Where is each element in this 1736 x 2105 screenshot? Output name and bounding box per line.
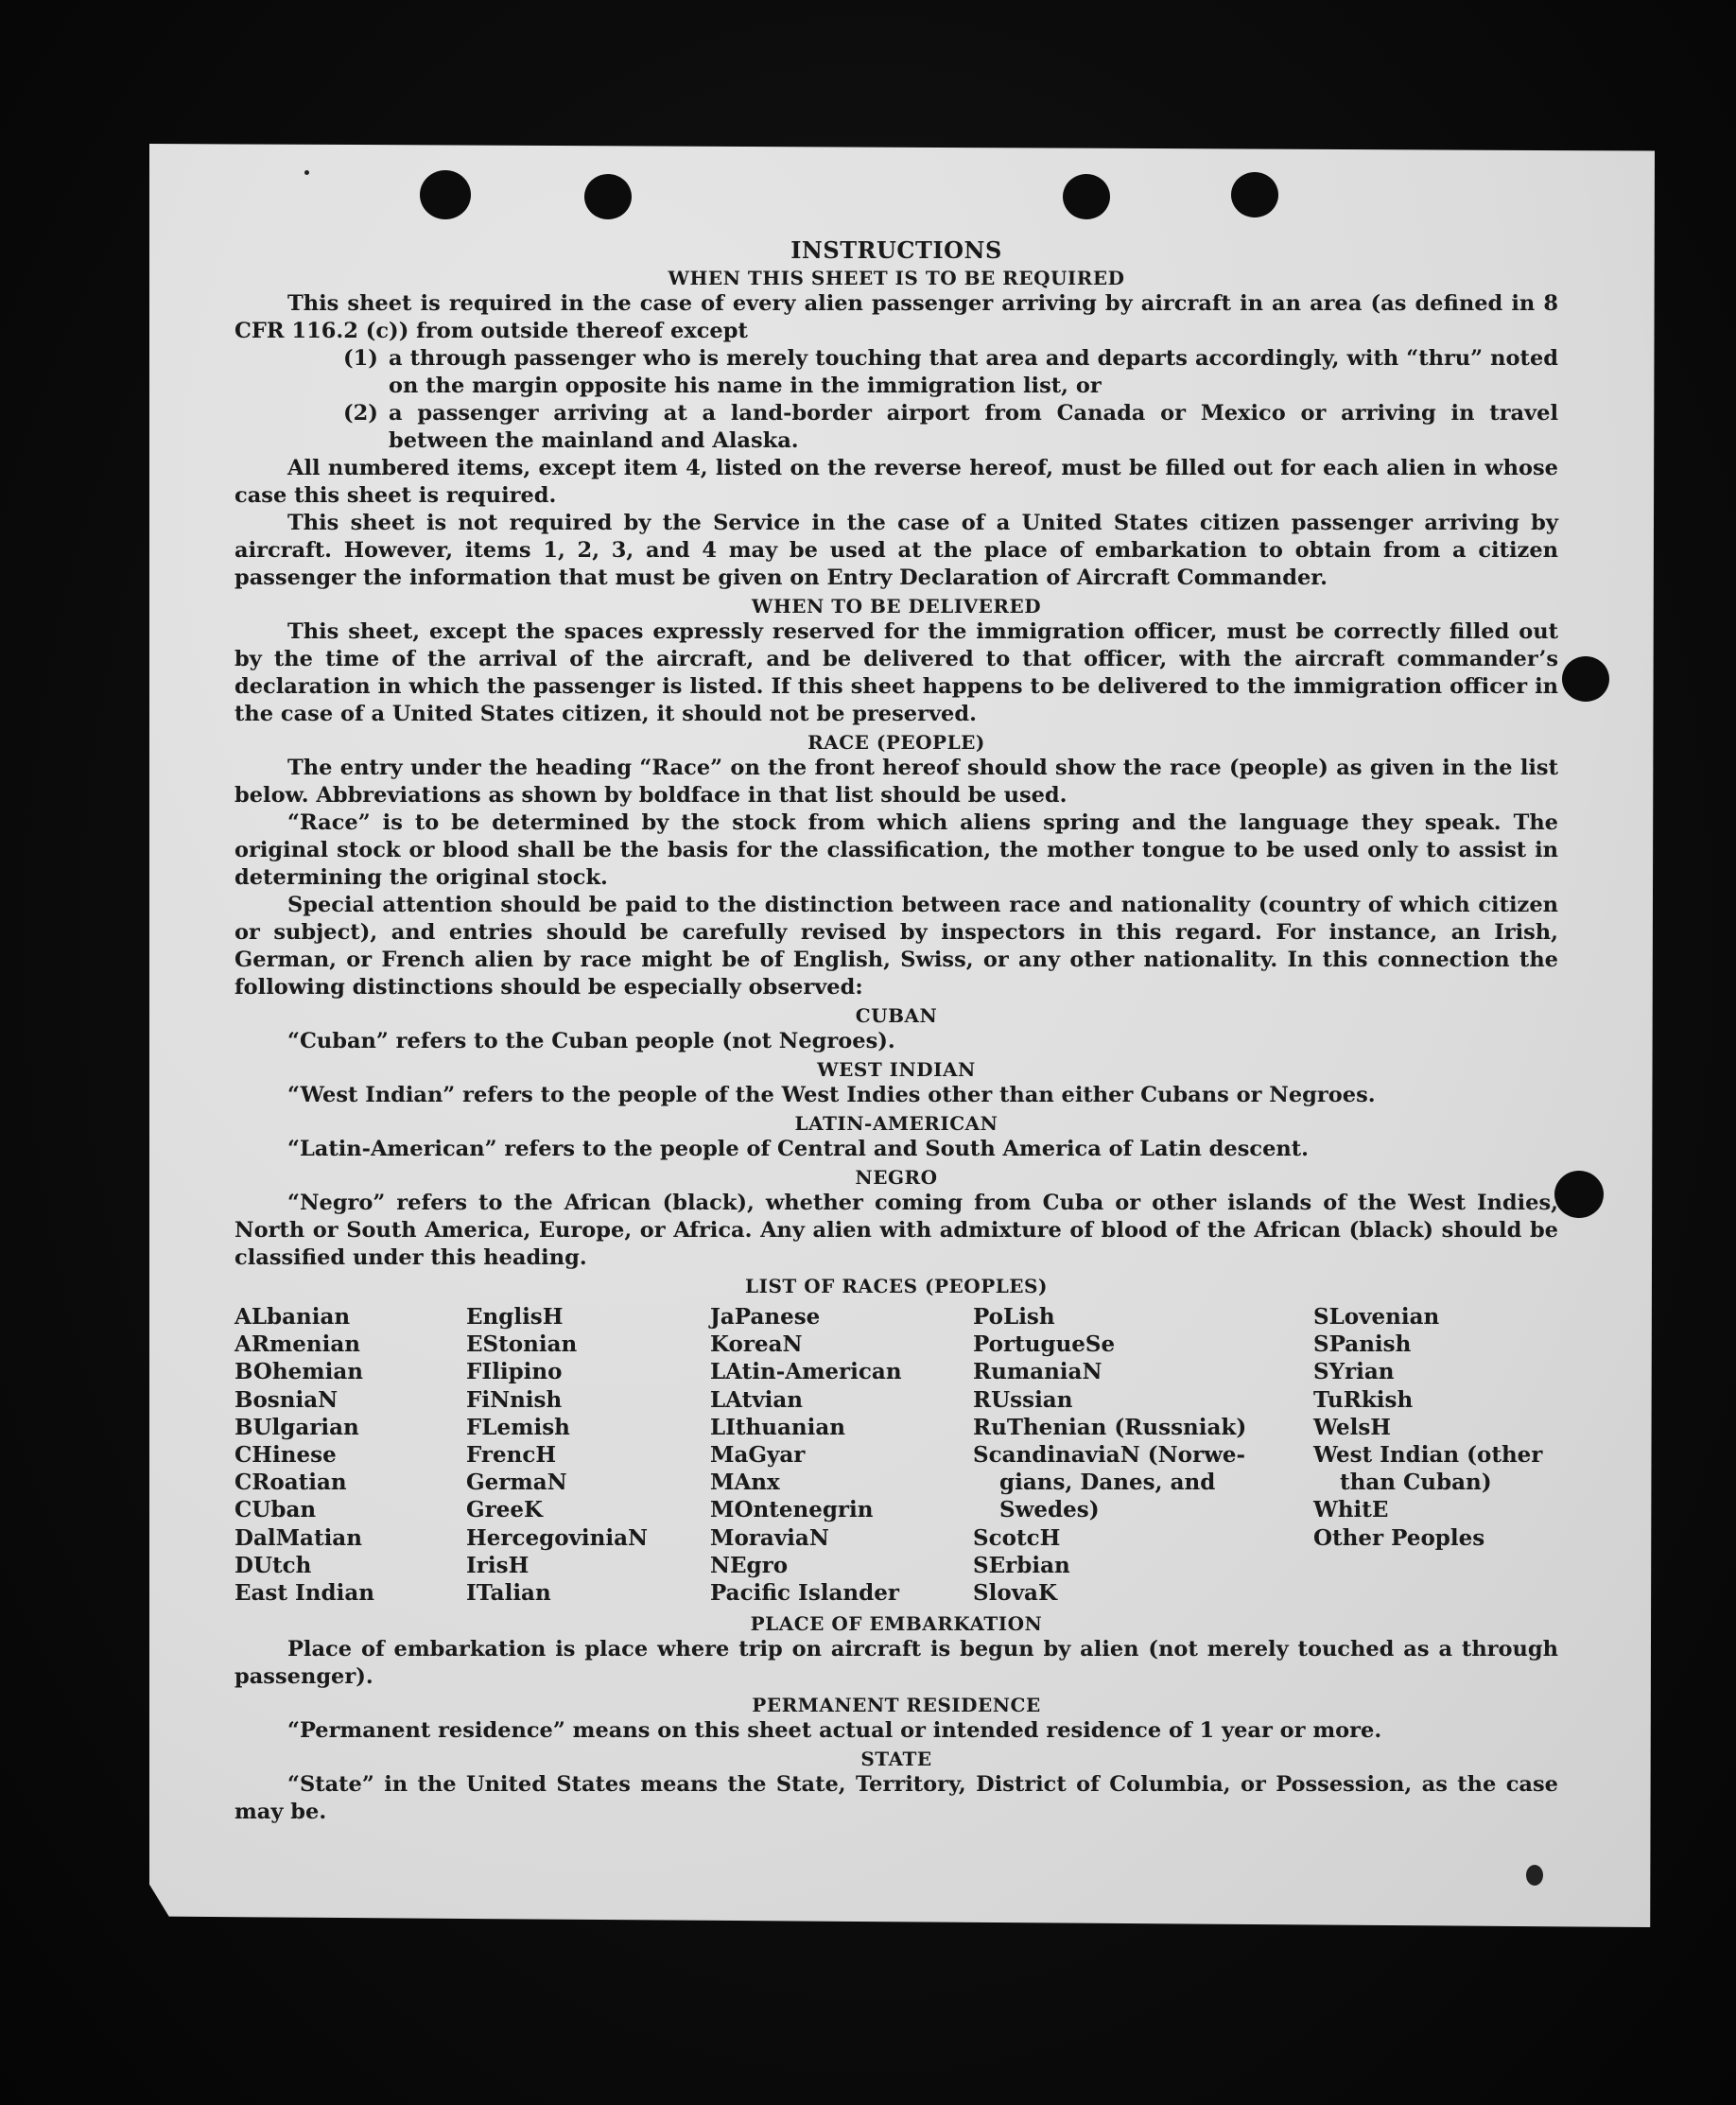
punch-hole-4 — [1231, 172, 1278, 217]
heading-state: STATE — [860, 1748, 932, 1771]
punch-hole-5 — [1562, 656, 1609, 702]
punch-hole-2 — [584, 174, 632, 219]
item-number: (1) — [343, 346, 378, 371]
race-entry: ALbanian — [234, 1304, 351, 1330]
heading-place-of-embarkation: PLACE OF EMBARKATION — [750, 1612, 1043, 1636]
race-entry: West Indian (other — [1313, 1442, 1543, 1469]
paragraph-residence: “Permanent residence” means on this sheet actual or intended residence of 1 year or more. — [287, 1718, 1382, 1744]
race-entry: ARmenian — [234, 1331, 361, 1358]
race-column-5 — [1313, 1303, 1554, 1607]
race-entry: SlovaK — [973, 1580, 1057, 1607]
race-entry: GreeK — [466, 1497, 544, 1523]
race-entry: gians, Danes, and — [999, 1470, 1216, 1496]
punch-hole-6 — [1554, 1171, 1604, 1218]
race-entry: MOntenegrin — [710, 1497, 874, 1523]
heading-cuban: CUBAN — [855, 1004, 938, 1027]
heading-when-delivered: WHEN TO BE DELIVERED — [751, 595, 1042, 618]
race-entry: ScandinaviaN (Norwe- — [973, 1442, 1246, 1469]
paragraph-west-indian: “West Indian” refers to the people of the West Indies other than either Cubans or Negroes. — [287, 1083, 1376, 1107]
race-entry: CUban — [234, 1497, 317, 1523]
title-instructions: INSTRUCTIONS — [790, 236, 1002, 264]
race-entry: WhitE — [1313, 1497, 1389, 1523]
paragraph-delivered-1: This sheet, except the spaces expressly reserved for the immigration officer, must be correctly filled out by the time of the arrival of the aircraft, and be delivered to that officer, with the aircraft commander’s declaration in which the passenger is listed. If this sheet happens to be delivered to the immigration officer in the case of a United States citizen, it should not be preserved. — [234, 619, 1558, 726]
heading-race: RACE (PEOPLE) — [807, 731, 985, 754]
race-column-1 — [234, 1303, 466, 1607]
race-entry: SPanish — [1313, 1331, 1412, 1358]
race-entry: NEgro — [710, 1552, 789, 1578]
race-entry: Swedes) — [999, 1497, 1100, 1523]
paragraph-cuban: “Cuban” refers to the Cuban people (not Negroes). — [287, 1029, 895, 1053]
race-column-3 — [710, 1303, 973, 1607]
race-entry: BOhemian — [234, 1359, 363, 1385]
race-entry: LIthuanian — [710, 1414, 845, 1440]
ink-speck — [304, 170, 309, 175]
race-entry: EStonian — [466, 1331, 578, 1358]
paragraph-negro: “Negro” refers to the African (black), whether coming from Cuba or other islands of the West Indies, North or South America, Europe, or Africa. Any alien with admixture of blood of the African (black) should be classified under this heading. — [234, 1191, 1558, 1270]
race-entry: than Cuban) — [1340, 1470, 1492, 1496]
ink-speck — [1526, 1865, 1543, 1886]
race-entry: SErbian — [973, 1552, 1070, 1578]
paragraph-latin-american: “Latin-American” refers to the people of Central and South America of Latin descent. — [287, 1137, 1309, 1161]
heading-when-required: WHEN THIS SHEET IS TO BE REQUIRED — [668, 267, 1125, 289]
race-entry: BUlgarian — [234, 1414, 359, 1440]
paragraph-race-2: “Race” is to be determined by the stock from which aliens spring and the language they speak. The original stock or blood shall be the basis for the classification, the mother tongue to be used only to assist in determining the original stock. — [234, 810, 1558, 890]
punch-hole-3 — [1063, 174, 1110, 219]
race-entry: RUssian — [973, 1386, 1073, 1413]
race-entry: IrisH — [466, 1552, 529, 1578]
race-entry: PoLish — [973, 1304, 1055, 1330]
race-entry: FIlipino — [466, 1359, 563, 1385]
race-entry: LAtvian — [710, 1386, 803, 1413]
race-entry: RuThenian (Russniak) — [973, 1414, 1247, 1440]
item-number: (2) — [343, 401, 378, 426]
punch-hole-1 — [420, 170, 471, 219]
race-entry: ScotcH — [973, 1524, 1061, 1551]
race-entry: GermaN — [466, 1470, 567, 1496]
race-entry: FiNnish — [466, 1386, 563, 1413]
race-entry: Other Peoples — [1313, 1524, 1485, 1551]
heading-west-indian: WEST INDIAN — [817, 1058, 976, 1081]
paragraph-race-1: The entry under the heading “Race” on the front hereof should show the race (people) as given in the list below. Abbreviations as shown by boldface in that list should be used. — [234, 756, 1558, 808]
race-entry: EnglisH — [466, 1304, 564, 1330]
race-entry: PortugueSe — [973, 1331, 1116, 1358]
race-entry: CRoatian — [234, 1470, 347, 1496]
paragraph-race-3: Special attention should be paid to the distinction between race and nationality (country of which citizen or subject), and entries should be carefully revised by inspectors in this regard. For instance, an Irish, German, or French alien by race might be of English, Swiss, or any other nationality. In this connection the following distinctions should be especially observed: — [234, 893, 1558, 1000]
race-entry: HercegoviniaN — [466, 1524, 649, 1551]
heading-list-of-races: LIST OF RACES (PEOPLES) — [745, 1275, 1048, 1297]
paragraph-embarkation: Place of embarkation is place where trip on aircraft is begun by alien (not merely touched as a through passenger). — [234, 1637, 1558, 1690]
paragraph-required-3: This sheet is not required by the Service in the case of a United States citizen passenger arriving by aircraft. However, items 1, 2, 3, and 4 may be used at the place of embarkation to obtain from a citizen passenger the information that must be given on Entry Declaration of Aircraft Commander. — [234, 511, 1558, 590]
heading-permanent-residence: PERMANENT RESIDENCE — [752, 1694, 1041, 1717]
race-entry: DUtch — [234, 1552, 312, 1578]
race-entry: DalMatian — [234, 1524, 362, 1551]
exception-item-2 — [343, 400, 1558, 455]
paragraph-required-2: All numbered items, except item 4, listed on the reverse hereof, must be filled out for each alien in whose case this sheet is required. — [234, 456, 1558, 508]
race-entry: MAnx — [710, 1470, 780, 1496]
heading-negro: NEGRO — [855, 1166, 938, 1189]
race-column-4 — [973, 1303, 1313, 1607]
race-entry: East Indian — [234, 1580, 374, 1607]
race-entry: RumaniaN — [973, 1359, 1102, 1385]
race-entry: LAtin-American — [710, 1359, 902, 1385]
race-column-2 — [466, 1303, 710, 1607]
race-entry: MaGyar — [710, 1442, 806, 1469]
race-entry: ITalian — [466, 1580, 551, 1607]
item-text: a through passenger who is merely touching that area and departs accordingly, with “thru” noted on the margin opposite his name in the immigration list, or — [389, 346, 1558, 398]
item-text: a passenger arriving at a land-border airport from Canada or Mexico or arriving in travel between the mainland and Alaska. — [389, 401, 1558, 453]
paragraph-required-1: This sheet is required in the case of every alien passenger arriving by aircraft in an area (as defined in 8 CFR 116.2 (c)) from outside thereof except — [234, 291, 1558, 343]
race-entry: JaPanese — [710, 1304, 821, 1330]
race-entry: SYrian — [1313, 1359, 1395, 1385]
race-entry: Pacific Islander — [710, 1580, 899, 1607]
instructions-content — [234, 236, 1558, 1826]
paragraph-state: “State” in the United States means the State, Territory, District of Columbia, or Possession, as the case may be. — [234, 1772, 1558, 1825]
race-list — [234, 1303, 1558, 1607]
heading-latin-american: LATIN-AMERICAN — [794, 1112, 998, 1135]
race-entry: MoraviaN — [710, 1524, 829, 1551]
race-entry: BosniaN — [234, 1386, 339, 1413]
race-entry: SLovenian — [1313, 1304, 1440, 1330]
race-entry: TuRkish — [1313, 1386, 1414, 1413]
race-entry: CHinese — [234, 1442, 337, 1469]
race-entry: FLemish — [466, 1414, 570, 1440]
race-entry: KoreaN — [710, 1331, 803, 1358]
race-entry: FrencH — [466, 1442, 557, 1469]
race-entry: WelsH — [1313, 1414, 1392, 1440]
exception-item-1 — [343, 345, 1558, 400]
